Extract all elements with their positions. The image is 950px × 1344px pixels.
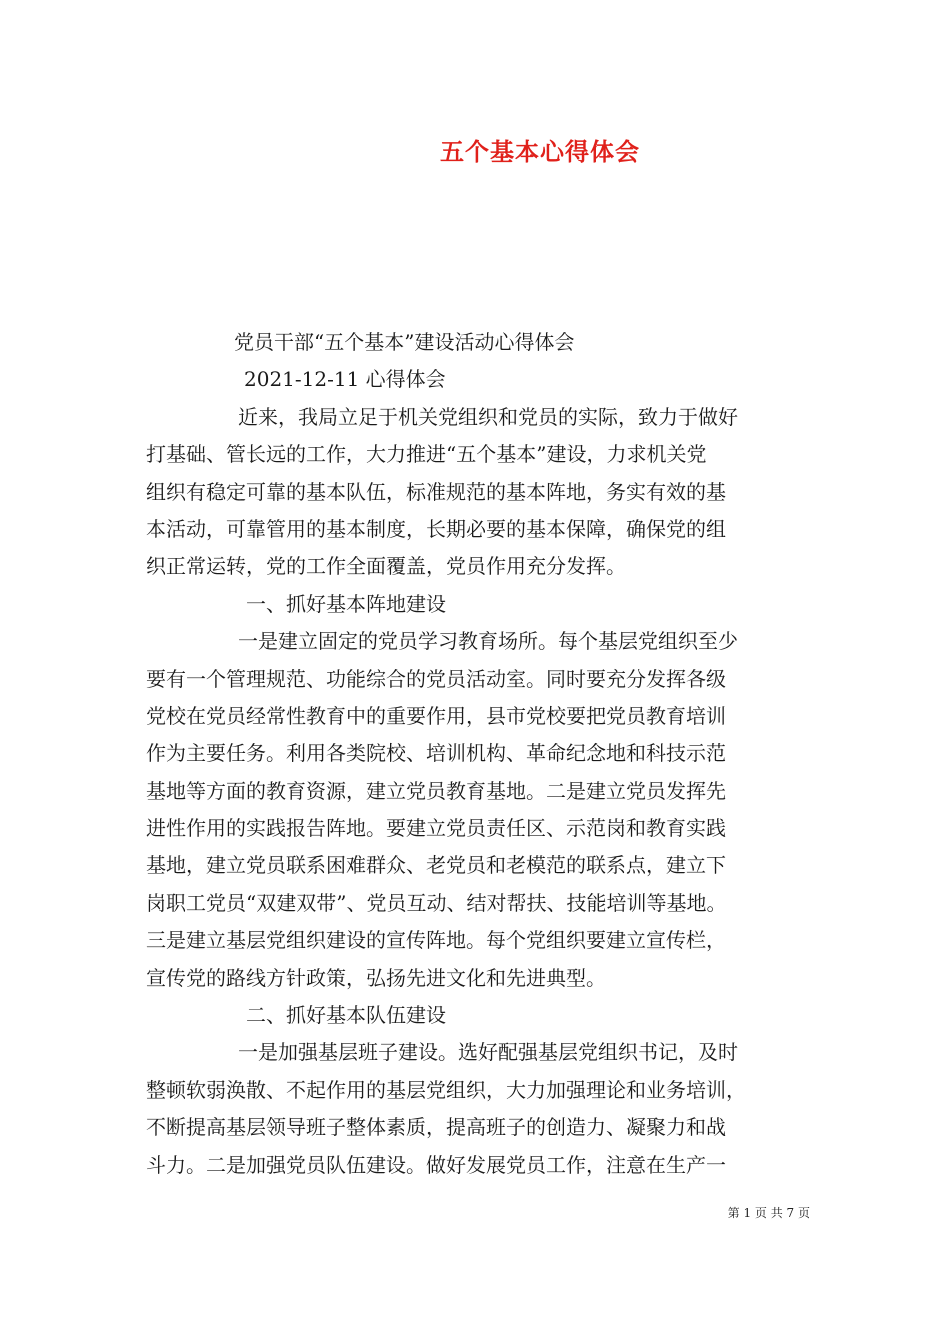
text-line: 宣传党的路线方针政策，弘扬先进文化和先进典型。: [146, 965, 606, 990]
text-line: 基地，建立党员联系困难群众、老党员和老模范的联系点，建立下: [146, 853, 726, 878]
text-line: 织正常运转，党的工作全面覆盖，党员作用充分发挥。: [146, 554, 626, 579]
page-number: 第 1 页 共 7 页: [727, 1206, 810, 1220]
text-line: 作为主要任务。利用各类院校、培训机构、革命纪念地和科技示范: [146, 741, 726, 766]
text-line: 组织有稳定可靠的基本队伍，标准规范的基本阵地，务实有效的基: [146, 479, 726, 504]
text-line: 近来，我局立足于机关党组织和党员的实际，致力于做好: [238, 404, 738, 429]
text-line: 斗力。二是加强党员队伍建设。做好发展党员工作，注意在生产一: [146, 1152, 726, 1177]
text-line: 不断提高基层领导班子整体素质，提高班子的创造力、凝聚力和战: [146, 1115, 726, 1140]
text-line: 进性作用的实践报告阵地。要建立党员责任区、示范岗和教育实践: [146, 816, 726, 841]
text-line: 要有一个管理规范、功能综合的党员活动室。同时要充分发挥各级: [146, 666, 726, 691]
text-line: 一是加强基层班子建设。选好配强基层党组织书记，及时: [238, 1040, 738, 1065]
text-line: 党校在党员经常性教育中的重要作用，县市党校要把党员教育培训: [146, 703, 726, 728]
section-heading: 二、抓好基本队伍建设: [246, 1003, 446, 1028]
text-line: 一是建立固定的党员学习教育场所。每个基层党组织至少: [238, 629, 738, 654]
date-line: 2021-12-11 心得体会: [244, 367, 446, 392]
text-line: 基地等方面的教育资源，建立党员教育基地。二是建立党员发挥先: [146, 778, 726, 803]
page-title: 五个基本心得体会: [440, 137, 640, 166]
text-line: 本活动，可靠管用的基本制度，长期必要的基本保障，确保党的组: [146, 516, 726, 541]
subtitle: 党员干部“五个基本”建设活动心得体会: [234, 330, 575, 354]
document-body: [146, 324, 826, 1184]
text-line: 岗职工党员“双建双带”、党员互动、结对帮扶、技能培训等基地。: [146, 890, 727, 915]
text-line: 打基础、管长远的工作，大力推进“五个基本”建设，力求机关党: [146, 442, 707, 467]
section-heading: 一、抓好基本阵地建设: [246, 591, 446, 616]
text-line: 整顿软弱涣散、不起作用的基层党组织，大力加强理论和业务培训，: [146, 1077, 746, 1102]
text-line: 三是建立基层党组织建设的宣传阵地。每个党组织要建立宣传栏，: [146, 928, 726, 953]
